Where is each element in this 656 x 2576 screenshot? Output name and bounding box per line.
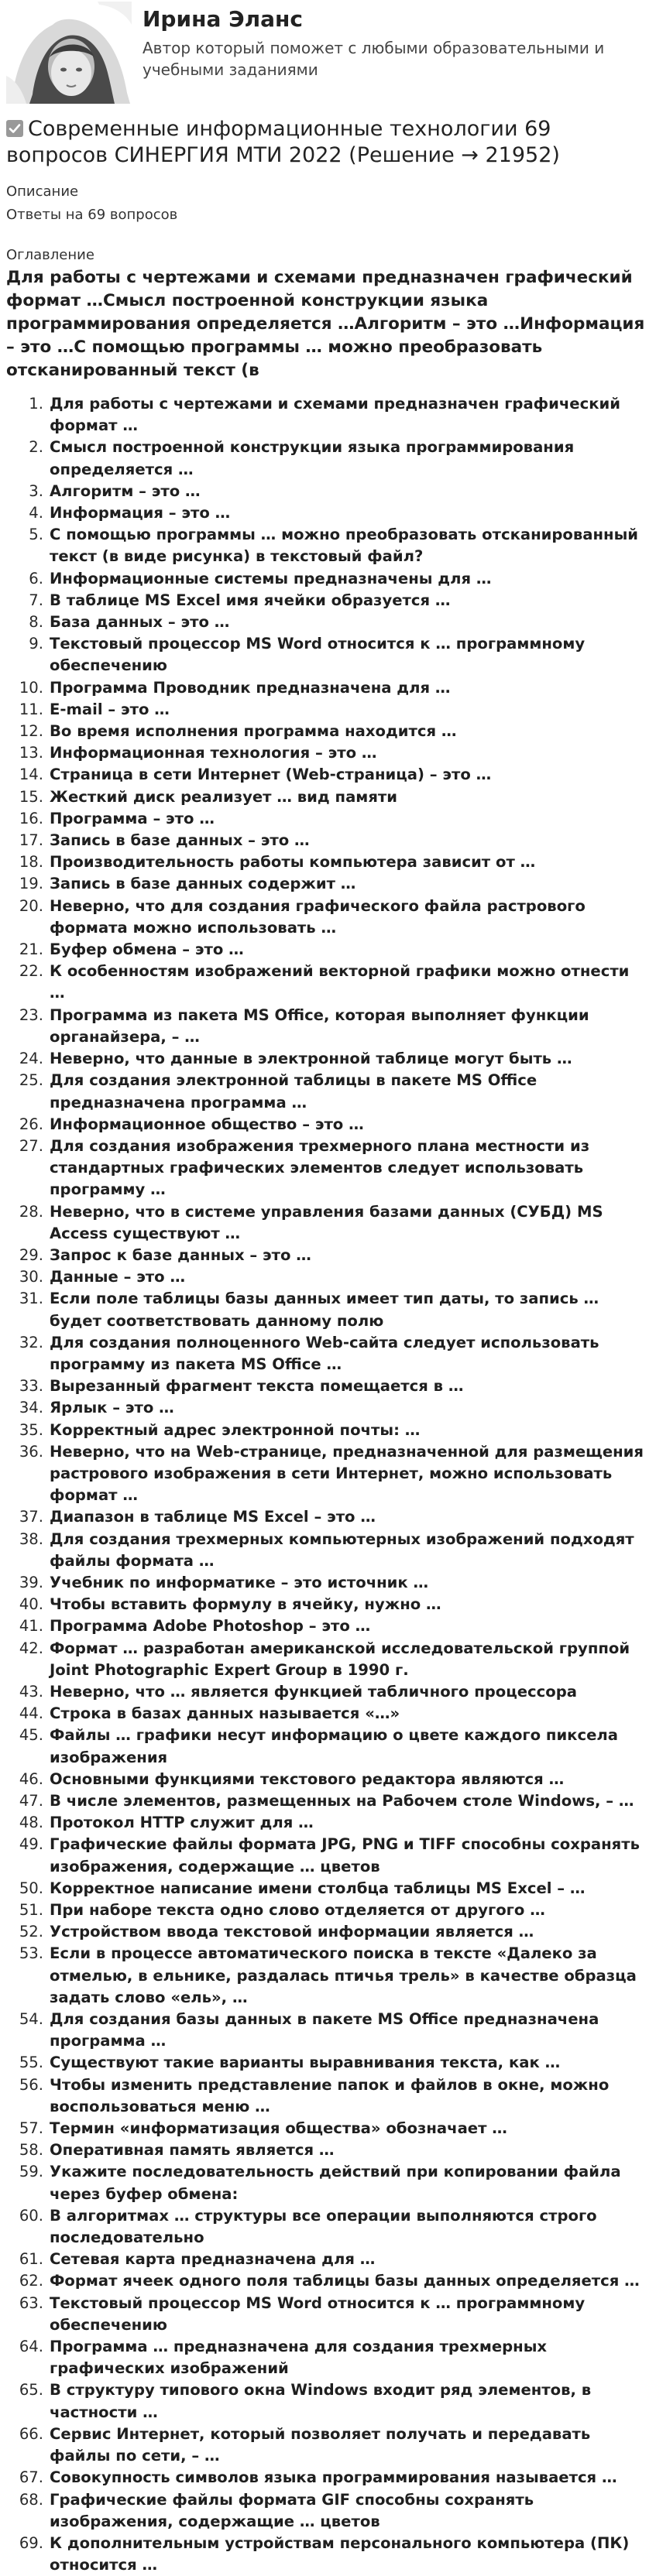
question-number: 24.	[19, 1050, 43, 1068]
question-text: Сервис Интернет, который позволяет получать и передавать файлы по сети, – …	[50, 2424, 591, 2465]
question-text: Строка в базах данных называется «…»	[50, 1704, 400, 1723]
list-item	[6, 1070, 656, 1113]
list-item	[6, 1332, 656, 1375]
question-number: 27.	[19, 1136, 43, 1155]
question-text: Неверно, что данные в электронной таблице могут быть …	[50, 1050, 572, 1068]
question-text: Графические файлы формата JPG, PNG и TIFF способны сохранять изображения, содержащие … цветов	[50, 1835, 640, 1875]
question-text: Страница в сети Интернет (Web-страница) – это …	[50, 766, 492, 784]
list-item	[6, 1812, 656, 1834]
list-item	[6, 1005, 656, 1048]
list-item	[6, 2336, 656, 2379]
list-item	[6, 2009, 656, 2052]
question-text: Во время исполнения программа находится …	[50, 722, 457, 741]
question-text: Производительность работы компьютера зависит от …	[50, 853, 536, 872]
question-number: 28.	[19, 1202, 43, 1221]
question-number: 40.	[19, 1595, 43, 1614]
question-number: 33.	[19, 1377, 43, 1396]
question-number: 67.	[19, 2468, 43, 2487]
question-number: 34.	[19, 1399, 43, 1417]
list-item	[6, 830, 656, 851]
list-item	[6, 721, 656, 742]
question-text: Оперативная память является …	[50, 2141, 335, 2160]
list-item	[6, 2489, 656, 2533]
question-text: Корректное написание имени столбца таблицы MS Excel – …	[50, 1879, 586, 1897]
list-item	[6, 1790, 656, 1812]
list-item	[6, 437, 656, 480]
list-item	[6, 524, 656, 567]
toc-intro: Для работы с чертежами и схемами предназначен графический формат …Смысл построенной конструкции языка программирования определяется …Алгоритм – это …Информация – это …С помощью программы … можно преобразовать отсканированный текст (в	[6, 268, 645, 380]
question-number: 68.	[19, 2490, 43, 2509]
question-text: Основными функциями текстового редактора являются …	[50, 1769, 565, 1788]
question-number: 21.	[19, 940, 43, 959]
question-number: 1.	[29, 395, 43, 413]
question-text: Протокол HTTP служит для …	[50, 1814, 314, 1832]
question-text: Текстовый процессор MS Word относится к … программному обеспечению	[50, 2293, 586, 2334]
question-text: Вырезанный фрагмент текста помещается в …	[50, 1377, 464, 1396]
question-number: 43.	[19, 1682, 43, 1701]
list-item	[6, 2052, 656, 2074]
question-number: 45.	[19, 1726, 43, 1745]
question-text: Неверно, что в системе управления базами данных (СУБД) MS Access существуют …	[50, 1202, 603, 1242]
question-text: Для создания электронной таблицы в пакете MS Office предназначена программа …	[50, 1071, 538, 1112]
question-number: 10.	[19, 678, 43, 697]
list-item	[6, 1420, 656, 1441]
list-item	[6, 2205, 656, 2249]
question-text: Существуют такие варианты выравнивания текста, как …	[50, 2054, 561, 2072]
list-item	[6, 1529, 656, 1572]
question-text: В числе элементов, размещенных на Рабочем столе Windows, – …	[50, 1792, 634, 1810]
work-title-text: Современные информационные технологии 69 вопросов СИНЕРГИЯ МТИ 2022 (Решение → 21952)	[6, 117, 560, 167]
list-item	[6, 611, 656, 633]
question-number: 50.	[19, 1879, 43, 1897]
question-number: 41.	[19, 1617, 43, 1636]
question-text: Для создания трехмерных компьютерных изображений подходят файлы формата …	[50, 1530, 634, 1570]
list-item	[6, 1048, 656, 1070]
question-number: 3.	[29, 481, 43, 500]
question-text: Укажите последовательность действий при копировании файла через буфер обмена:	[50, 2163, 621, 2203]
list-item	[6, 2161, 656, 2204]
question-number: 35.	[19, 1420, 43, 1439]
list-item	[6, 2379, 656, 2423]
list-item	[6, 1899, 656, 1921]
author-description: Автор который поможет с любыми образовательными и учебными заданиями	[143, 39, 605, 79]
question-text: Текстовый процессор MS Word относится к … программному обеспечению	[50, 635, 586, 675]
question-number: 49.	[19, 1835, 43, 1854]
question-number: 57.	[19, 2119, 43, 2138]
question-text: Учебник по информатике – это источник …	[50, 1573, 429, 1591]
question-number: 59.	[19, 2163, 43, 2181]
question-number: 44.	[19, 1704, 43, 1723]
list-item	[6, 481, 656, 502]
question-text: Сетевая карта предназначена для …	[50, 2250, 376, 2269]
question-text: Запись в базе данных содержит …	[50, 875, 356, 893]
question-number: 16.	[19, 809, 43, 827]
question-text: Смысл построенной конструкции языка программирования определяется …	[50, 438, 575, 478]
list-item	[6, 1441, 656, 1507]
question-text: Графические файлы формата GIF способны сохранять изображения, содержащие … цветов	[50, 2490, 534, 2530]
question-text: Для работы с чертежами и схемами предназначен графический формат …	[50, 395, 620, 435]
list-item	[6, 2249, 656, 2270]
question-number: 56.	[19, 2075, 43, 2094]
question-text: Программа Adobe Photoshop – это …	[50, 1617, 371, 1636]
list-item	[6, 808, 656, 830]
question-text: Диапазон в таблице MS Excel – это …	[50, 1508, 376, 1526]
list-item	[6, 393, 656, 437]
questions-list	[6, 393, 656, 2576]
question-number: 9.	[29, 635, 43, 653]
list-item	[6, 742, 656, 764]
question-number: 12.	[19, 722, 43, 741]
question-number: 51.	[19, 1901, 43, 1920]
question-number: 66.	[19, 2424, 43, 2443]
question-number: 55.	[19, 2054, 43, 2072]
list-item	[6, 1878, 656, 1899]
question-text: С помощью программы … можно преобразовать отсканированный текст (в виде рисунка) в текстовый файл?	[50, 526, 639, 566]
question-number: 62.	[19, 2272, 43, 2290]
question-text: Неверно, что … является функцией табличного процессора	[50, 1682, 577, 1701]
question-number: 63.	[19, 2293, 43, 2312]
question-number: 64.	[19, 2338, 43, 2356]
question-number: 6.	[29, 569, 43, 587]
list-item	[6, 1594, 656, 1615]
question-text: Формат ячеек одного поля таблицы базы данных определяется …	[50, 2272, 640, 2290]
list-item	[6, 1834, 656, 1877]
list-item	[6, 2270, 656, 2292]
question-number: 60.	[19, 2206, 43, 2225]
question-text: Для создания базы данных в пакете MS Office предназначена программа …	[50, 2010, 599, 2050]
list-item	[6, 1375, 656, 1397]
question-text: Буфер обмена – это …	[50, 940, 244, 959]
list-item	[6, 1201, 656, 1245]
list-item	[6, 1615, 656, 1637]
list-item	[6, 1136, 656, 1201]
question-text: Совокупность символов языка программирования называется …	[50, 2468, 617, 2487]
list-item	[6, 2118, 656, 2139]
list-item	[6, 568, 656, 590]
question-number: 18.	[19, 853, 43, 872]
list-item	[6, 1921, 656, 1943]
question-number: 17.	[19, 831, 43, 850]
question-text: Ярлык – это …	[50, 1399, 174, 1417]
question-number: 53.	[19, 1944, 43, 1963]
list-item	[6, 1681, 656, 1703]
list-item	[6, 1266, 656, 1288]
list-item	[6, 1725, 656, 1768]
list-item	[6, 2467, 656, 2489]
question-number: 58.	[19, 2141, 43, 2160]
question-text: Запрос к базе данных – это …	[50, 1245, 311, 1264]
question-number: 11.	[19, 700, 43, 718]
question-text: Программа из пакета MS Office, которая выполняет функции органайзера, – …	[50, 1005, 589, 1046]
list-item	[6, 502, 656, 524]
list-item	[6, 786, 656, 808]
question-text: Неверно, что на Web-странице, предназначенной для размещения растрового изображения в сети Интернет, можно использовать формат …	[50, 1442, 644, 1505]
author-info	[143, 5, 638, 80]
question-number: 54.	[19, 2010, 43, 2029]
description-label: Описание	[6, 183, 79, 200]
question-text: Термин «информатизация общества» обозначает …	[50, 2119, 507, 2138]
list-item	[6, 896, 656, 939]
list-item	[6, 1638, 656, 1681]
question-number: 4.	[29, 504, 43, 522]
question-number: 23.	[19, 1005, 43, 1024]
list-item	[6, 851, 656, 873]
question-number: 22.	[19, 962, 43, 981]
question-text: Жесткий диск реализует … вид памяти	[50, 787, 397, 806]
list-item	[6, 2293, 656, 2336]
work-title	[6, 116, 641, 169]
list-item	[6, 873, 656, 895]
question-text: К дополнительным устройствам персонального компьютера (ПК) относится …	[50, 2533, 630, 2574]
list-item	[6, 1943, 656, 2009]
question-text: Информационное общество – это …	[50, 1115, 364, 1133]
question-number: 47.	[19, 1792, 43, 1810]
list-item	[6, 1288, 656, 1331]
question-text: Если поле таблицы базы данных имеет тип даты, то запись … будет соответствовать данному полю	[50, 1290, 599, 1330]
question-text: Формат … разработан американской исследовательской группой Joint Photographic Expert Group в 1990 г.	[50, 1639, 630, 1679]
question-text: Алгоритм – это …	[50, 481, 201, 500]
question-text: Программа … предназначена для создания трехмерных графических изображений	[50, 2338, 548, 2378]
question-text: В алгоритмах … структуры все операции выполняются строго последовательно	[50, 2206, 597, 2247]
toc-label: Оглавление	[6, 247, 94, 263]
question-text: Для создания полноценного Web-сайта следует использовать программу из пакета MS Office …	[50, 1333, 599, 1373]
list-item	[6, 1114, 656, 1136]
question-number: 19.	[19, 875, 43, 893]
question-text: Для создания изображения трехмерного плана местности из стандартных графических элементов следует использовать программу …	[50, 1136, 590, 1199]
question-number: 25.	[19, 1071, 43, 1090]
question-text: База данных – это …	[50, 613, 230, 632]
question-text: Неверно, что для создания графического файла растрового формата можно использовать …	[50, 896, 586, 937]
question-text: При наборе текста одно слово отделяется от другого …	[50, 1901, 545, 1920]
question-number: 20.	[19, 896, 43, 915]
question-number: 39.	[19, 1573, 43, 1591]
list-item	[6, 764, 656, 786]
description-value: Ответы на 69 вопросов	[6, 207, 178, 223]
question-number: 69.	[19, 2533, 43, 2552]
question-text: Файлы … графики несут информацию о цвете каждого пиксела изображения	[50, 1726, 618, 1766]
list-item	[6, 961, 656, 1004]
question-number: 38.	[19, 1530, 43, 1548]
question-number: 13.	[19, 744, 43, 762]
avatar[interactable]	[6, 2, 132, 104]
question-number: 32.	[19, 1333, 43, 1351]
question-number: 61.	[19, 2250, 43, 2269]
question-text: В структуру типового окна Windows входит ряд элементов, в частности …	[50, 2381, 592, 2421]
list-item	[6, 1397, 656, 1419]
list-item	[6, 1245, 656, 1266]
question-text: Информационные системы предназначены для …	[50, 569, 492, 587]
question-text: Если в процессе автоматического поиска в тексте «Далеко за отмелью, в ельнике, раздалась птичья трель» в качестве образца задать слово «ель», …	[50, 1944, 637, 2006]
question-text: Программа Проводник предназначена для …	[50, 678, 451, 697]
question-number: 37.	[19, 1508, 43, 1526]
question-number: 14.	[19, 766, 43, 784]
question-text: Информационная технология – это …	[50, 744, 377, 762]
question-text: Чтобы вставить формулу в ячейку, нужно …	[50, 1595, 441, 1614]
author-name[interactable]: Ирина Эланс	[143, 6, 303, 32]
question-number: 30.	[19, 1268, 43, 1286]
list-item	[6, 1769, 656, 1790]
list-item	[6, 1703, 656, 1725]
question-number: 48.	[19, 1814, 43, 1832]
question-text: В таблице MS Excel имя ячейки образуется …	[50, 591, 451, 609]
question-text: Данные – это …	[50, 1268, 186, 1286]
list-item	[6, 2424, 656, 2467]
question-number: 42.	[19, 1639, 43, 1657]
question-number: 52.	[19, 1923, 43, 1941]
question-number: 15.	[19, 787, 43, 806]
question-text: Устройством ввода текстовой информации является …	[50, 1923, 534, 1941]
question-text: К особенностям изображений векторной графики можно отнести …	[50, 962, 630, 1002]
question-number: 2.	[29, 438, 43, 457]
list-item	[6, 2139, 656, 2161]
list-item	[6, 1506, 656, 1528]
list-item	[6, 677, 656, 699]
list-item	[6, 699, 656, 721]
question-number: 26.	[19, 1115, 43, 1133]
question-text: E-mail – это …	[50, 700, 170, 718]
list-item	[6, 633, 656, 677]
list-item	[6, 590, 656, 611]
list-item	[6, 1572, 656, 1594]
list-item	[6, 2533, 656, 2576]
question-number: 7.	[29, 591, 43, 609]
question-number: 65.	[19, 2381, 43, 2400]
question-text: Информация – это …	[50, 504, 231, 522]
list-item	[6, 939, 656, 961]
checkbox-checked-icon	[6, 120, 23, 137]
question-text: Программа – это …	[50, 809, 215, 827]
question-number: 8.	[29, 613, 43, 632]
question-text: Чтобы изменить представление папок и файлов в окне, можно воспользоваться меню …	[50, 2075, 610, 2115]
question-number: 31.	[19, 1290, 43, 1308]
question-number: 29.	[19, 1245, 43, 1264]
list-item	[6, 2074, 656, 2118]
question-number: 5.	[29, 526, 43, 544]
question-number: 36.	[19, 1442, 43, 1461]
question-number: 46.	[19, 1769, 43, 1788]
question-text: Запись в базе данных – это …	[50, 831, 310, 850]
question-text: Корректный адрес электронной почты: …	[50, 1420, 421, 1439]
author-card	[6, 0, 656, 107]
